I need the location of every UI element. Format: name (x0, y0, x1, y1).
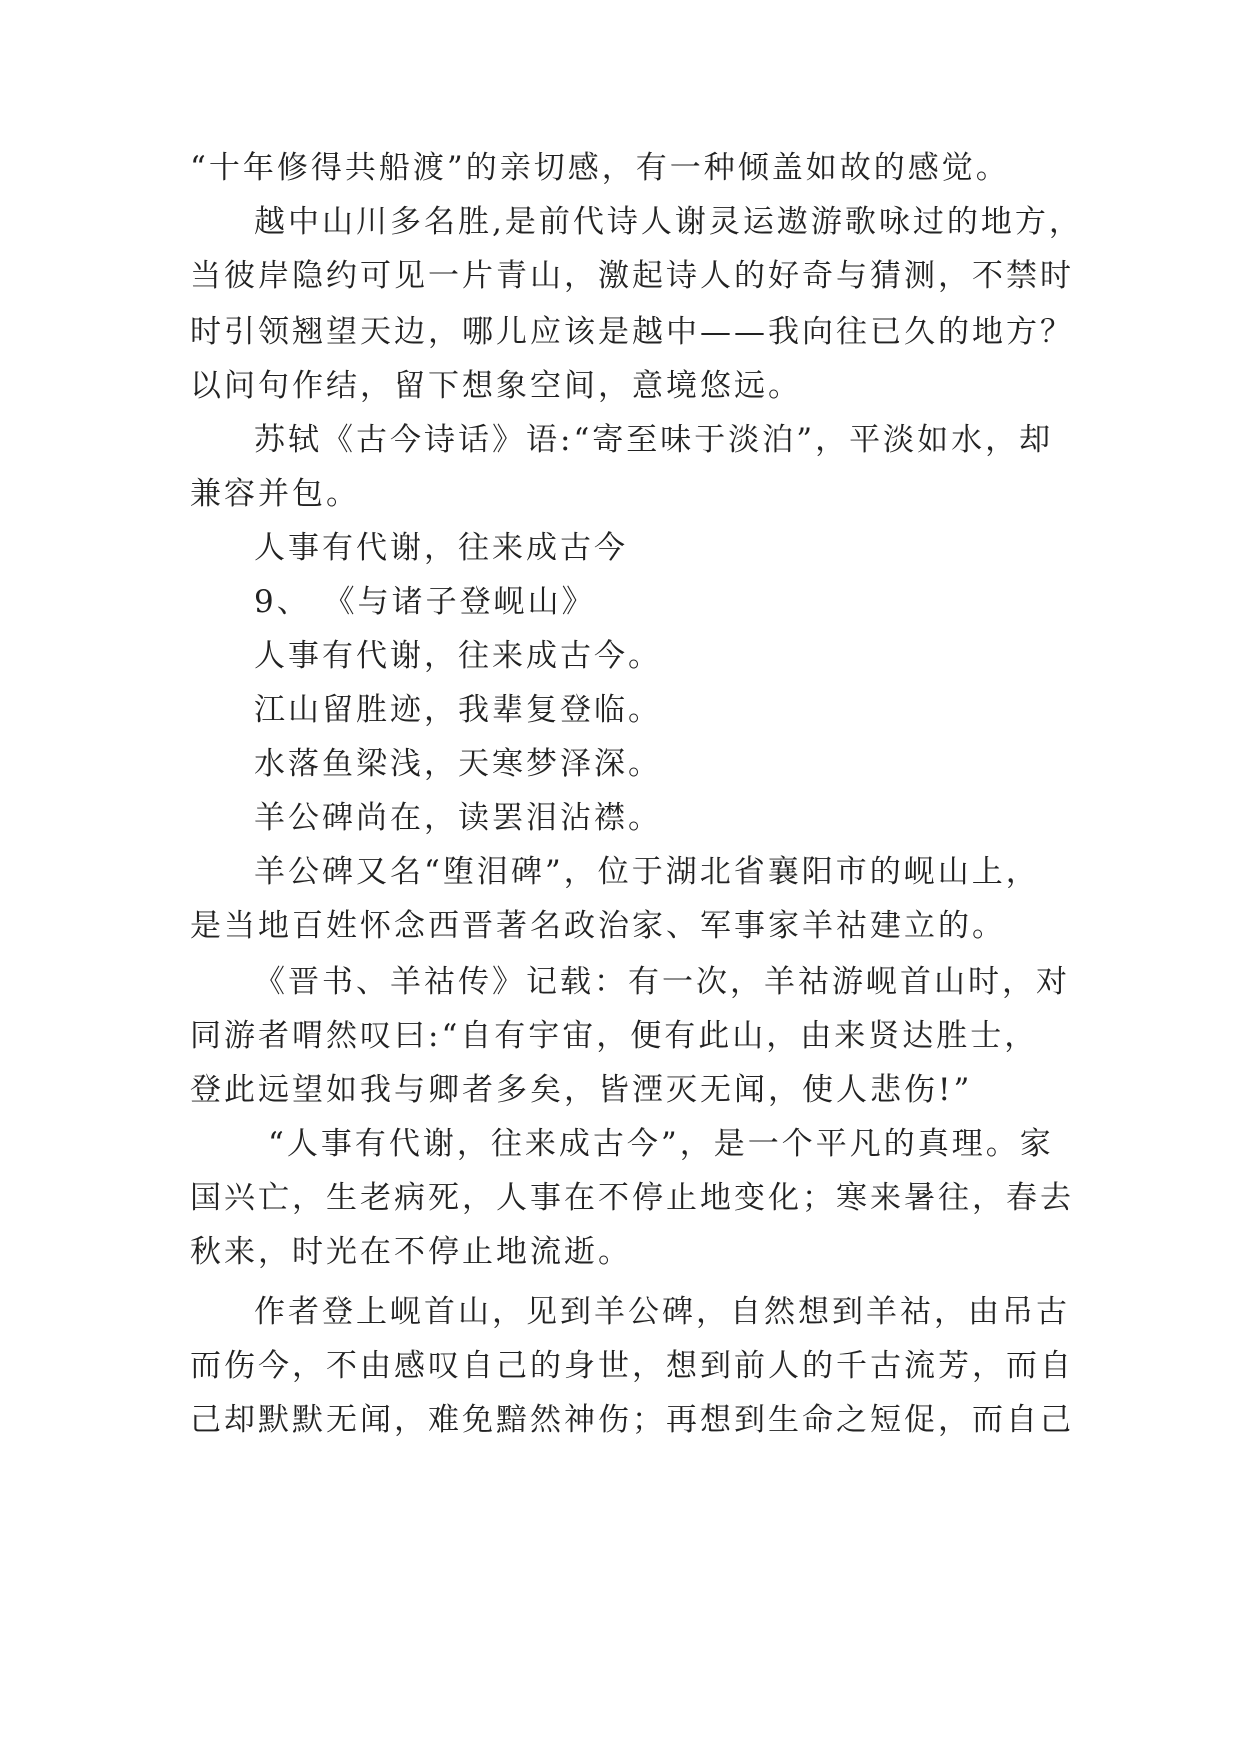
text-line: 羊公碑又名“堕泪碑”，位于湖北省襄阳市的岘山上， (254, 854, 1040, 890)
text-line: “人事有代谢，往来成古今”，是一个平凡的真理。家 (268, 1126, 1054, 1162)
text-line: 苏轼《古今诗话》语:“寄至味于淡泊”，平淡如水，却 (254, 422, 1054, 458)
text-line: “十年修得共船渡”的亲切感，有一种倾盖如故的感觉。 (190, 150, 1010, 186)
poem-line: 羊公碑尚在，读罢泪沾襟。 (254, 800, 662, 836)
text-line: 以问句作结，留下想象空间，意境悠远。 (190, 368, 802, 404)
text-line: 国兴亡，生老病死，人事在不停止地变化；寒来暑往，春去 (190, 1180, 1074, 1216)
text-line: 己却默默无闻，难免黯然神伤；再想到生命之短促，而自己 (190, 1402, 1074, 1438)
text-line: 秋来，时光在不停止地流逝。 (190, 1234, 632, 1270)
text-line: 《晋书、羊祜传》记载：有一次，羊祜游岘首山时，对 (254, 964, 1070, 1000)
text-line: 同游者喟然叹曰:“自有宇宙，便有此山，由来贤达胜士， (190, 1018, 1039, 1054)
text-line: 越中山川多名胜,是前代诗人谢灵运遨游歌咏过的地方， (254, 204, 1083, 240)
text-line: 人事有代谢，往来成古今 (254, 530, 628, 566)
poem-line: 江山留胜迹，我辈复登临。 (254, 692, 662, 728)
text-line: 登此远望如我与卿者多矣，皆湮灭无闻，使人悲伤!” (190, 1072, 973, 1108)
text-line: 时引领翘望天边，哪儿应该是越中——我向往已久的地方？ (190, 314, 1074, 350)
text-line: 当彼岸隐约可见一片青山，激起诗人的好奇与猜测，不禁时 (190, 258, 1074, 294)
section-heading: 9、 《与诸子登岘山》 (254, 584, 596, 620)
text-line: 作者登上岘首山，见到羊公碑，自然想到羊祜，由吊古 (254, 1294, 1070, 1330)
text-line: 是当地百姓怀念西晋著名政治家、军事家羊祜建立的。 (190, 908, 1006, 944)
text-line: 而伤今，不由感叹自己的身世，想到前人的千古流芳，而自 (190, 1348, 1074, 1384)
poem-line: 人事有代谢，往来成古今。 (254, 638, 662, 674)
poem-line: 水落鱼梁浅，天寒梦泽深。 (254, 746, 662, 782)
text-line: 兼容并包。 (190, 476, 360, 512)
